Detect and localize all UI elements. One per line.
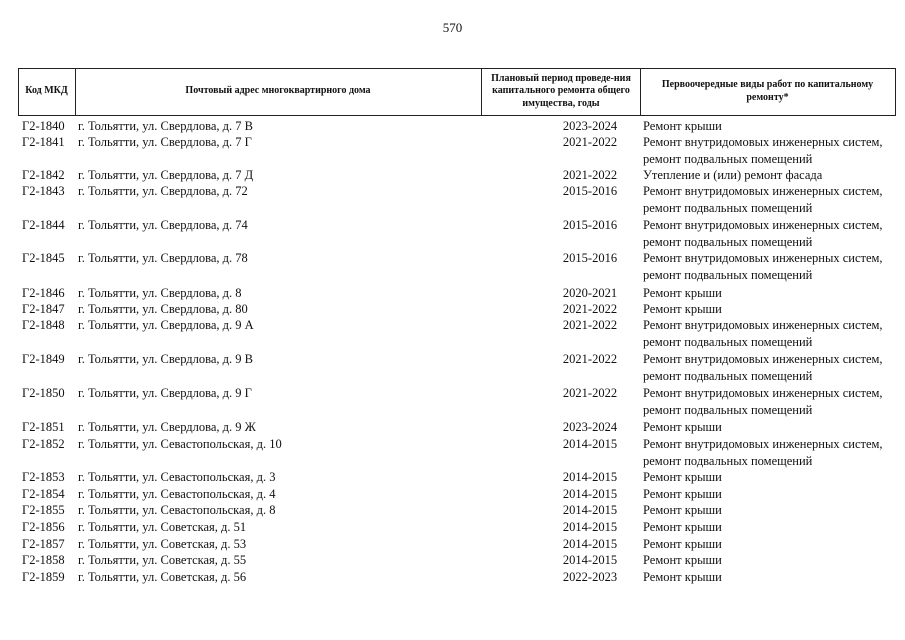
row-work-line: ремонт подвальных помещений [643,151,813,166]
row-period: 2020-2021 [562,286,618,300]
row-period: 2014-2015 [562,520,618,534]
row-code: Г2-1857 [22,537,65,551]
row-work-line: ремонт подвальных помещений [643,334,813,349]
column-divider [895,68,896,115]
row-code: Г2-1847 [22,302,65,316]
row-period: 2014-2015 [562,553,618,567]
row-work-line: ремонт подвальных помещений [643,453,813,468]
row-work-line: Ремонт крыши [643,503,722,517]
row-work-line: Ремонт крыши [643,553,722,567]
row-code: Г2-1845 [22,251,65,265]
row-code: Г2-1841 [22,135,65,149]
row-work-line: Ремонт внутридомовых инженерных систем, [643,184,883,198]
row-work-line: Ремонт внутридомовых инженерных систем, [643,437,883,451]
header-work: Первоочередные виды работ по капитальному ремонту* [661,79,874,103]
row-address: г. Тольятти, ул. Советская, д. 51 [78,520,247,534]
row-period: 2023-2024 [562,420,618,434]
row-address: г. Тольятти, ул. Советская, д. 55 [78,553,247,567]
row-work-line: Ремонт внутридомовых инженерных систем, [643,251,883,265]
row-period: 2014-2015 [562,537,618,551]
row-code: Г2-1859 [22,570,65,584]
row-period: 2021-2022 [562,302,618,316]
row-address: г. Тольятти, ул. Советская, д. 56 [78,570,247,584]
page-number: 570 [442,20,463,35]
row-period: 2014-2015 [562,437,618,451]
row-period: 2021-2022 [562,135,618,149]
row-address: г. Тольятти, ул. Свердлова, д. 9 А [78,318,254,332]
row-code: Г2-1858 [22,553,65,567]
column-divider [640,68,641,115]
row-work-line: Ремонт крыши [643,570,722,584]
row-period: 2021-2022 [562,168,618,182]
row-code: Г2-1853 [22,470,65,484]
row-address: г. Тольятти, ул. Свердлова, д. 74 [78,218,248,232]
row-code: Г2-1844 [22,218,65,232]
row-work-line: Ремонт крыши [643,487,722,501]
row-work-line: Ремонт крыши [643,119,722,133]
row-address: г. Тольятти, ул. Севастопольская, д. 4 [78,487,276,501]
row-code: Г2-1852 [22,437,65,451]
row-code: Г2-1854 [22,487,65,501]
row-work-line: Ремонт крыши [643,520,722,534]
row-work-line: Ремонт крыши [643,537,722,551]
row-code: Г2-1846 [22,286,65,300]
row-address: г. Тольятти, ул. Советская, д. 53 [78,537,247,551]
row-period: 2015-2016 [562,251,618,265]
row-period: 2022-2023 [562,570,618,584]
row-code: Г2-1850 [22,386,65,400]
row-work-line: ремонт подвальных помещений [643,368,813,383]
row-work-line: Ремонт крыши [643,470,722,484]
header-period: Плановый период проведе-ния капитального ремонта общего имущества, годы [491,72,631,109]
row-address: г. Тольятти, ул. Свердлова, д. 9 Ж [78,420,256,434]
header-code: Код МКД [25,85,68,97]
header-bottom-border [18,115,896,116]
row-work-line: Ремонт внутридомовых инженерных систем, [643,352,883,366]
row-period: 2021-2022 [562,318,618,332]
row-address: г. Тольятти, ул. Свердлова, д. 7 Д [78,168,254,182]
row-period: 2015-2016 [562,218,618,232]
row-code: Г2-1849 [22,352,65,366]
row-period: 2021-2022 [562,352,618,366]
row-work-line: ремонт подвальных помещений [643,267,813,282]
row-work-line: ремонт подвальных помещений [643,402,813,417]
row-address: г. Тольятти, ул. Свердлова, д. 9 Г [78,386,252,400]
row-address: г. Тольятти, ул. Свердлова, д. 7 Г [78,135,252,149]
row-address: г. Тольятти, ул. Свердлова, д. 9 В [78,352,253,366]
row-address: г. Тольятти, ул. Свердлова, д. 78 [78,251,248,265]
row-work-line: ремонт подвальных помещений [643,234,813,249]
row-work-line: Утепление и (или) ремонт фасада [643,168,823,182]
row-code: Г2-1856 [22,520,65,534]
row-address: г. Тольятти, ул. Севастопольская, д. 10 [78,437,282,451]
row-work-line: Ремонт внутридомовых инженерных систем, [643,318,883,332]
row-period: 2014-2015 [562,487,618,501]
row-code: Г2-1843 [22,184,65,198]
row-address: г. Тольятти, ул. Севастопольская, д. 8 [78,503,276,517]
row-code: Г2-1842 [22,168,65,182]
row-period: 2023-2024 [562,119,618,133]
row-work-line: Ремонт внутридомовых инженерных систем, [643,135,883,149]
row-period: 2021-2022 [562,386,618,400]
row-work-line: Ремонт внутридомовых инженерных систем, [643,386,883,400]
row-address: г. Тольятти, ул. Свердлова, д. 8 [78,286,242,300]
row-code: Г2-1851 [22,420,65,434]
row-address: г. Тольятти, ул. Свердлова, д. 72 [78,184,248,198]
column-divider [481,68,482,115]
row-work-line: ремонт подвальных помещений [643,200,813,215]
row-code: Г2-1855 [22,503,65,517]
row-work-line: Ремонт крыши [643,286,722,300]
row-work-line: Ремонт крыши [643,302,722,316]
row-work-line: Ремонт крыши [643,420,722,434]
header-address: Почтовый адрес многоквартирного дома [185,85,371,97]
row-period: 2014-2015 [562,503,618,517]
row-address: г. Тольятти, ул. Свердлова, д. 80 [78,302,248,316]
row-work-line: Ремонт внутридомовых инженерных систем, [643,218,883,232]
row-period: 2014-2015 [562,470,618,484]
row-address: г. Тольятти, ул. Свердлова, д. 7 В [78,119,253,133]
row-period: 2015-2016 [562,184,618,198]
row-code: Г2-1840 [22,119,65,133]
row-code: Г2-1848 [22,318,65,332]
row-address: г. Тольятти, ул. Севастопольская, д. 3 [78,470,276,484]
